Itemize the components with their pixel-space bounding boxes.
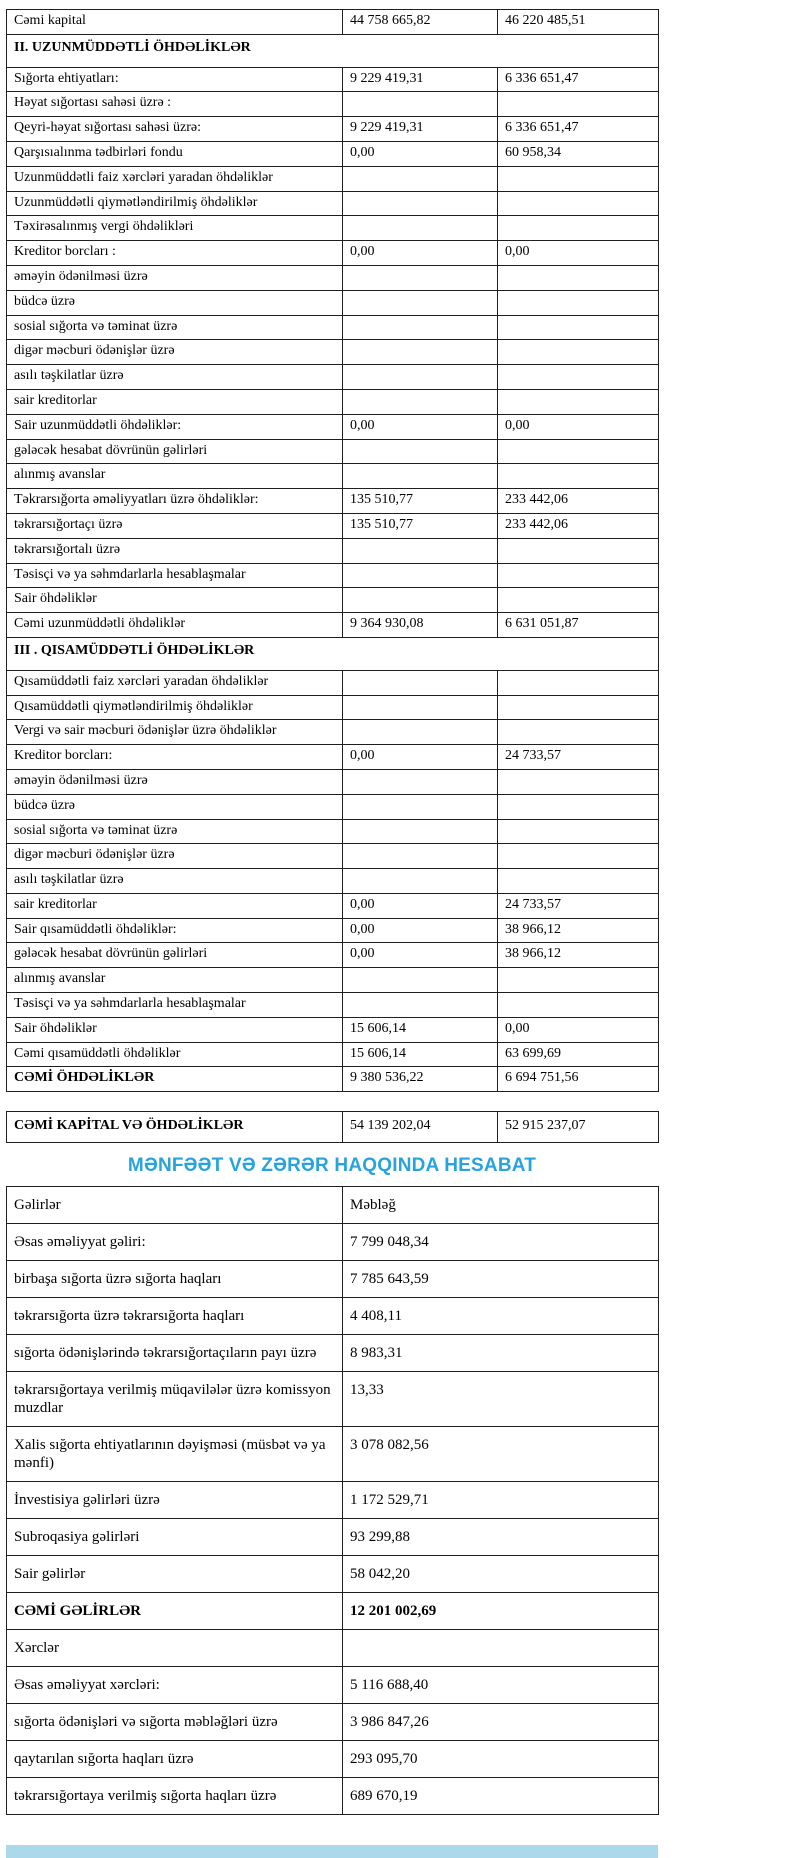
value-col1-cell xyxy=(343,588,498,613)
value-col1-cell xyxy=(343,389,498,414)
value-col1-cell: 135 510,77 xyxy=(343,489,498,514)
table-row xyxy=(7,918,659,943)
value-cell: 3 078 082,56 xyxy=(343,1427,659,1482)
value-col2-cell xyxy=(498,968,659,993)
value-cell: 7 799 048,34 xyxy=(343,1224,659,1261)
value-col2-cell: 24 733,57 xyxy=(498,745,659,770)
value-col2-cell xyxy=(498,538,659,563)
row-label-cell: İnvestisiya gəlirləri üzrə xyxy=(7,1482,343,1519)
value-col2-cell xyxy=(498,166,659,191)
row-label-cell: təkrarsığortalı üzrə xyxy=(7,538,343,563)
value-col1-cell: 0,00 xyxy=(343,893,498,918)
section-header-row xyxy=(7,34,659,67)
value-col1-cell xyxy=(343,670,498,695)
table-row xyxy=(7,819,659,844)
row-label-cell: Xərclər xyxy=(7,1630,343,1667)
grand-total-label: CƏMİ KAPİTAL VƏ ÖHDƏLİKLƏR xyxy=(7,1112,343,1143)
value-col2-cell: 38 966,12 xyxy=(498,918,659,943)
row-label-cell: Kreditor borcları: xyxy=(7,745,343,770)
row-label-cell: birbaşa sığorta üzrə sığorta haqları xyxy=(7,1261,343,1298)
value-col2-cell: 6 336 651,47 xyxy=(498,67,659,92)
value-col2-cell: 0,00 xyxy=(498,414,659,439)
table-row xyxy=(7,769,659,794)
table-row xyxy=(7,893,659,918)
value-col2-cell xyxy=(498,794,659,819)
value-col1-cell: 9 364 930,08 xyxy=(343,613,498,638)
value-col2-cell xyxy=(498,869,659,894)
value-col1-cell xyxy=(343,695,498,720)
row-label-cell: sığorta ödənişləri və sığorta məbləğləri üzrə xyxy=(7,1704,343,1741)
row-label-cell: Cəmi uzunmüddətli öhdəliklər xyxy=(7,613,343,638)
value-col1-cell xyxy=(343,538,498,563)
value-col1-cell: 15 606,14 xyxy=(343,1017,498,1042)
table-row xyxy=(7,968,659,993)
row-label-cell: Qısamüddətli qiymətləndirilmiş öhdəliklər xyxy=(7,695,343,720)
value-col2-cell: 38 966,12 xyxy=(498,943,659,968)
value-col2-cell xyxy=(498,819,659,844)
value-col1-cell xyxy=(343,720,498,745)
value-col1-cell xyxy=(343,993,498,1018)
table-row xyxy=(7,1372,659,1427)
value-col1-cell: 0,00 xyxy=(343,745,498,770)
value-col1-cell xyxy=(343,191,498,216)
value-col2-cell xyxy=(498,365,659,390)
value-col1-cell: 135 510,77 xyxy=(343,513,498,538)
row-label-cell: büdcə üzrə xyxy=(7,794,343,819)
value-cell xyxy=(343,1630,659,1667)
row-label-cell: Sair qısamüddətli öhdəliklər: xyxy=(7,918,343,943)
table-row xyxy=(7,613,659,638)
value-cell: 58 042,20 xyxy=(343,1556,659,1593)
table-row xyxy=(7,10,659,35)
row-label-cell: sosial sığorta və təminat üzrə xyxy=(7,819,343,844)
table-row xyxy=(7,290,659,315)
table-row xyxy=(7,993,659,1018)
table-row xyxy=(7,1298,659,1335)
row-label-cell: Təsisçi və ya səhmdarlarla hesablaşmalar xyxy=(7,563,343,588)
table-row xyxy=(7,513,659,538)
value-col2-cell xyxy=(498,769,659,794)
value-col2-cell xyxy=(498,315,659,340)
value-col2-cell: 6 694 751,56 xyxy=(498,1067,659,1092)
table-row xyxy=(7,1017,659,1042)
table-row xyxy=(7,439,659,464)
row-label-cell: Sığorta ehtiyatları: xyxy=(7,67,343,92)
value-col2-cell xyxy=(498,993,659,1018)
table-row xyxy=(7,844,659,869)
table-row xyxy=(7,943,659,968)
section-header-row xyxy=(7,637,659,670)
row-label-cell: büdcə üzrə xyxy=(7,290,343,315)
row-label-cell: sığorta ödənişlərində təkrarsığortaçıların payı üzrə xyxy=(7,1335,343,1372)
table-row xyxy=(7,166,659,191)
value-col2-cell xyxy=(498,695,659,720)
value-cell: 7 785 643,59 xyxy=(343,1261,659,1298)
table-row xyxy=(7,794,659,819)
value-col1-cell xyxy=(343,819,498,844)
table-row xyxy=(7,389,659,414)
value-col1-cell: 44 758 665,82 xyxy=(343,10,498,35)
row-label-cell: sair kreditorlar xyxy=(7,893,343,918)
row-label-cell: sosial sığorta və təminat üzrə xyxy=(7,315,343,340)
value-col2-cell: 60 958,34 xyxy=(498,141,659,166)
value-cell: 4 408,11 xyxy=(343,1298,659,1335)
row-label-cell: digər məcburi ödənişlər üzrə xyxy=(7,340,343,365)
value-col1-cell xyxy=(343,265,498,290)
row-label-cell: Xalis sığorta ehtiyatlarının dəyişməsi (müsbət və ya mənfi) xyxy=(7,1427,343,1482)
table-row xyxy=(7,588,659,613)
table-row xyxy=(7,1519,659,1556)
table-row xyxy=(7,1335,659,1372)
row-label-cell: təkrarsığortaya verilmiş sığorta haqları üzrə xyxy=(7,1778,343,1815)
row-label-cell: Uzunmüddətli faiz xərcləri yaradan öhdəliklər xyxy=(7,166,343,191)
value-cell: 12 201 002,69 xyxy=(343,1593,659,1630)
row-label-cell: Kreditor borcları : xyxy=(7,241,343,266)
value-col1-cell xyxy=(343,968,498,993)
value-col1-cell: 0,00 xyxy=(343,414,498,439)
table-row xyxy=(7,1704,659,1741)
value-col1-cell xyxy=(343,439,498,464)
row-label-cell: asılı təşkilatlar üzrə xyxy=(7,365,343,390)
value-col2-cell: 233 442,06 xyxy=(498,489,659,514)
table-row xyxy=(7,216,659,241)
next-section-bar xyxy=(6,1845,658,1858)
table-row xyxy=(7,1482,659,1519)
table-row xyxy=(7,340,659,365)
row-label-cell: Subroqasiya gəlirləri xyxy=(7,1519,343,1556)
table-row xyxy=(7,1593,659,1630)
value-col1-cell: 0,00 xyxy=(343,943,498,968)
balance-sheet-table xyxy=(6,9,659,1092)
table-row xyxy=(7,869,659,894)
value-col1-cell xyxy=(343,769,498,794)
row-label-cell: Qarşısıalınma tədbirləri fondu xyxy=(7,141,343,166)
table-row xyxy=(7,191,659,216)
table-row xyxy=(7,695,659,720)
value-cell: 13,33 xyxy=(343,1372,659,1427)
row-label-cell: Təkrarsığorta əməliyyatları üzrə öhdəliklər: xyxy=(7,489,343,514)
value-col1-cell xyxy=(343,340,498,365)
row-label-cell: alınmış avanslar xyxy=(7,968,343,993)
value-col2-cell xyxy=(498,389,659,414)
row-label-cell: gələcək hesabat dövrünün gəlirləri xyxy=(7,943,343,968)
grand-total-value-col2: 52 915 237,07 xyxy=(498,1112,659,1143)
value-col1-cell xyxy=(343,869,498,894)
row-label-cell: Təxirəsalınmış vergi öhdəlikləri xyxy=(7,216,343,241)
value-col2-cell xyxy=(498,92,659,117)
table-row xyxy=(7,414,659,439)
value-col2-cell xyxy=(498,464,659,489)
value-col2-cell xyxy=(498,340,659,365)
value-col2-cell xyxy=(498,588,659,613)
grand-total-value-col1: 54 139 202,04 xyxy=(343,1112,498,1143)
row-label-cell: Təsisçi və ya səhmdarlarla hesablaşmalar xyxy=(7,993,343,1018)
value-cell: 3 986 847,26 xyxy=(343,1704,659,1741)
row-label-cell: Cəmi kapital xyxy=(7,10,343,35)
value-col1-cell: 9 380 536,22 xyxy=(343,1067,498,1092)
value-col2-cell xyxy=(498,670,659,695)
income-header-label: Gəlirlər xyxy=(7,1187,343,1224)
row-label-cell: Vergi və sair məcburi ödənişlər üzrə öhdəliklər xyxy=(7,720,343,745)
income-statement-body xyxy=(7,1187,659,1815)
value-col1-cell xyxy=(343,166,498,191)
table-row xyxy=(7,1042,659,1067)
table-row xyxy=(7,745,659,770)
value-cell: 8 983,31 xyxy=(343,1335,659,1372)
row-label-cell: alınmış avanslar xyxy=(7,464,343,489)
table-row xyxy=(7,1741,659,1778)
value-col2-cell xyxy=(498,439,659,464)
table-row xyxy=(7,489,659,514)
value-col2-cell xyxy=(498,265,659,290)
row-label-cell: təkrarsığortaçı üzrə xyxy=(7,513,343,538)
balance-sheet-body xyxy=(7,10,659,1092)
row-label-cell: Cəmi qısamüddətli öhdəliklər xyxy=(7,1042,343,1067)
table-row xyxy=(7,1630,659,1667)
table-row xyxy=(7,538,659,563)
value-col1-cell xyxy=(343,464,498,489)
value-col1-cell: 0,00 xyxy=(343,918,498,943)
table-row xyxy=(7,92,659,117)
value-col1-cell xyxy=(343,216,498,241)
value-col1-cell xyxy=(343,290,498,315)
table-row xyxy=(7,117,659,142)
row-label-cell: Sair öhdəliklər xyxy=(7,588,343,613)
table-row xyxy=(7,1261,659,1298)
row-label-cell: təkrarsığortaya verilmiş müqavilələr üzrə komissyon muzdlar xyxy=(7,1372,343,1427)
row-label-cell: qaytarılan sığorta haqları üzrə xyxy=(7,1741,343,1778)
row-label-cell: CƏMİ GƏLİRLƏR xyxy=(7,1593,343,1630)
value-col1-cell: 9 229 419,31 xyxy=(343,117,498,142)
value-col1-cell xyxy=(343,315,498,340)
row-label-cell: Uzunmüddətli qiymətləndirilmiş öhdəliklər xyxy=(7,191,343,216)
value-col2-cell: 6 631 051,87 xyxy=(498,613,659,638)
value-cell: 1 172 529,71 xyxy=(343,1482,659,1519)
value-col1-cell: 0,00 xyxy=(343,141,498,166)
value-col1-cell: 15 606,14 xyxy=(343,1042,498,1067)
value-col2-cell: 0,00 xyxy=(498,241,659,266)
value-cell: 93 299,88 xyxy=(343,1519,659,1556)
value-col2-cell: 46 220 485,51 xyxy=(498,10,659,35)
value-col2-cell xyxy=(498,216,659,241)
row-label-cell: Qeyri-həyat sığortası sahəsi üzrə: xyxy=(7,117,343,142)
row-label-cell: Əsas əməliyyat xərcləri: xyxy=(7,1667,343,1704)
value-cell: 5 116 688,40 xyxy=(343,1667,659,1704)
value-cell: 689 670,19 xyxy=(343,1778,659,1815)
table-row xyxy=(7,1667,659,1704)
table-row xyxy=(7,1427,659,1482)
row-label-cell: digər məcburi ödənişlər üzrə xyxy=(7,844,343,869)
value-col1-cell xyxy=(343,92,498,117)
value-col2-cell xyxy=(498,290,659,315)
table-row xyxy=(7,1556,659,1593)
value-col1-cell: 9 229 419,31 xyxy=(343,67,498,92)
value-col2-cell xyxy=(498,720,659,745)
table-row xyxy=(7,1778,659,1815)
row-label-cell: Qısamüddətli faiz xərcləri yaradan öhdəliklər xyxy=(7,670,343,695)
value-col2-cell: 24 733,57 xyxy=(498,893,659,918)
income-header-row xyxy=(7,1187,659,1224)
row-label-cell: Sair uzunmüddətli öhdəliklər: xyxy=(7,414,343,439)
profit-loss-heading: MƏNFƏƏT VƏ ZƏRƏR HAQQINDA HESABAT xyxy=(127,1155,537,1177)
grand-total-table xyxy=(6,1111,659,1143)
value-col1-cell xyxy=(343,365,498,390)
row-label-cell: təkrarsığorta üzrə təkrarsığorta haqları xyxy=(7,1298,343,1335)
table-row xyxy=(7,720,659,745)
table-row xyxy=(7,265,659,290)
value-col2-cell: 6 336 651,47 xyxy=(498,117,659,142)
section-header-cell: III . QISAMÜDDƏTLİ ÖHDƏLİKLƏR xyxy=(7,637,659,670)
table-row xyxy=(7,141,659,166)
table-row xyxy=(7,241,659,266)
value-col1-cell xyxy=(343,844,498,869)
row-label-cell: sair kreditorlar xyxy=(7,389,343,414)
table-row xyxy=(7,464,659,489)
row-label-cell: Həyat sığortası sahəsi üzrə : xyxy=(7,92,343,117)
value-col1-cell xyxy=(343,794,498,819)
table-row xyxy=(7,1067,659,1092)
value-col2-cell: 0,00 xyxy=(498,1017,659,1042)
value-col2-cell xyxy=(498,844,659,869)
value-col2-cell: 63 699,69 xyxy=(498,1042,659,1067)
table-row xyxy=(7,315,659,340)
table-row xyxy=(7,1224,659,1261)
value-col1-cell xyxy=(343,563,498,588)
section-header-cell: II. UZUNMÜDDƏTLİ ÖHDƏLİKLƏR xyxy=(7,34,659,67)
table-row xyxy=(7,67,659,92)
row-label-cell: gələcək hesabat dövrünün gəlirləri xyxy=(7,439,343,464)
table-row xyxy=(7,563,659,588)
income-statement-table xyxy=(6,1186,659,1815)
table-row xyxy=(7,365,659,390)
row-label-cell: asılı təşkilatlar üzrə xyxy=(7,869,343,894)
row-label-cell: Sair öhdəliklər xyxy=(7,1017,343,1042)
income-header-amount: Məbləğ xyxy=(343,1187,659,1224)
grand-total-row xyxy=(7,1112,659,1143)
row-label-cell: əməyin ödənilməsi üzrə xyxy=(7,265,343,290)
table-row xyxy=(7,670,659,695)
row-label-cell: əməyin ödənilməsi üzrə xyxy=(7,769,343,794)
value-col2-cell xyxy=(498,563,659,588)
value-cell: 293 095,70 xyxy=(343,1741,659,1778)
row-label-cell: CƏMİ ÖHDƏLİKLƏR xyxy=(7,1067,343,1092)
value-col2-cell xyxy=(498,191,659,216)
value-col2-cell: 233 442,06 xyxy=(498,513,659,538)
row-label-cell: Əsas əməliyyat gəliri: xyxy=(7,1224,343,1261)
value-col1-cell: 0,00 xyxy=(343,241,498,266)
row-label-cell: Sair gəlirlər xyxy=(7,1556,343,1593)
